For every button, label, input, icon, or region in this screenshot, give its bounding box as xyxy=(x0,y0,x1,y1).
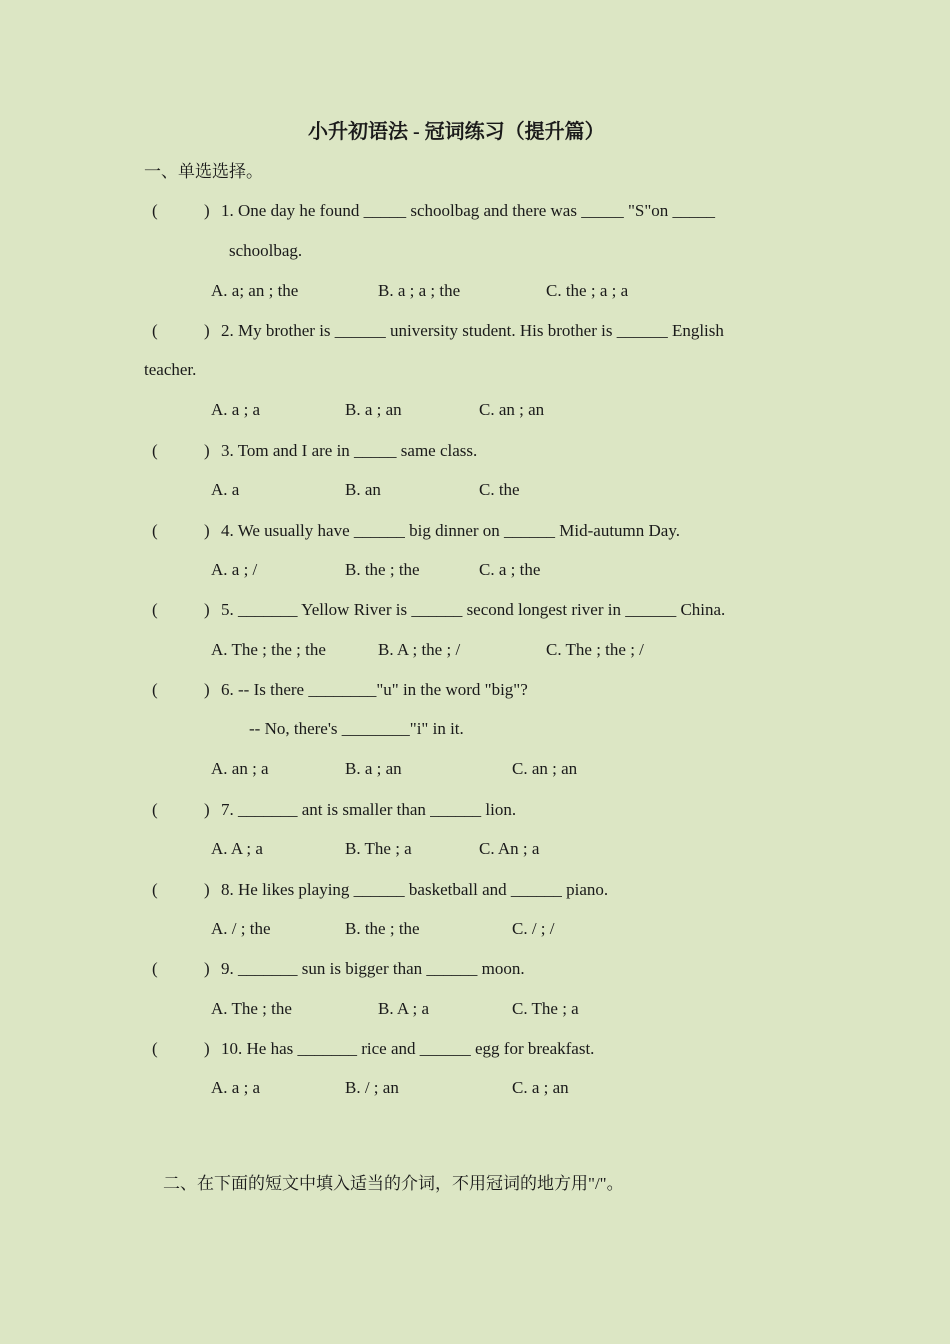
option-a: A. a xyxy=(211,480,240,499)
option-a: A. The ; the xyxy=(211,999,292,1018)
question-text-cont: -- No, there's ________"i" in it. xyxy=(249,719,464,738)
option-b: B. A ; the ; / xyxy=(378,640,461,659)
question-text: 6. -- Is there ________"u" in the word "big"? xyxy=(221,680,528,699)
option-a: A. a ; / xyxy=(211,560,258,579)
question-text: 3. Tom and I are in _____ same class. xyxy=(221,441,478,460)
option-b: B. The ; a xyxy=(345,839,412,858)
answer-paren-open: ( xyxy=(152,441,158,460)
option-b: B. the ; the xyxy=(345,919,420,938)
answer-paren-close: ) xyxy=(204,1039,210,1058)
answer-paren-close: ) xyxy=(204,800,210,819)
answer-paren-open: ( xyxy=(152,201,158,220)
answer-paren-close: ) xyxy=(204,441,210,460)
option-b: B. / ; an xyxy=(345,1078,399,1097)
option-c: C. a ; the xyxy=(479,560,541,579)
option-b: B. a ; an xyxy=(345,759,402,778)
answer-paren-open: ( xyxy=(152,880,158,899)
option-b: B. the ; the xyxy=(345,560,420,579)
option-c: C. The ; a xyxy=(512,999,579,1018)
option-a: A. an ; a xyxy=(211,759,269,778)
option-b: B. a ; a ; the xyxy=(378,281,461,300)
answer-paren-close: ) xyxy=(204,201,210,220)
answer-paren-open: ( xyxy=(152,1039,158,1058)
question-text: 1. One day he found _____ schoolbag and there was _____ "S"on _____ xyxy=(221,201,716,220)
option-a: A. a ; a xyxy=(211,1078,261,1097)
answer-paren-close: ) xyxy=(204,680,210,699)
option-b: B. a ; an xyxy=(345,400,402,419)
option-c: C. an ; an xyxy=(512,759,578,778)
option-c: C. the ; a ; a xyxy=(546,281,629,300)
option-c: C. a ; an xyxy=(512,1078,569,1097)
answer-paren-close: ) xyxy=(204,521,210,540)
answer-paren-close: ) xyxy=(204,600,210,619)
option-b: B. A ; a xyxy=(378,999,430,1018)
answer-paren-close: ) xyxy=(204,321,210,340)
answer-paren-open: ( xyxy=(152,521,158,540)
option-c: C. The ; the ; / xyxy=(546,640,644,659)
answer-paren-open: ( xyxy=(152,321,158,340)
page-title: 小升初语法 - 冠词练习（提升篇） xyxy=(308,121,605,143)
question-text: 2. My brother is ______ university student. His brother is ______ English xyxy=(221,321,724,340)
question-text-cont: teacher. xyxy=(144,360,197,379)
option-c: C. An ; a xyxy=(479,839,540,858)
answer-paren-open: ( xyxy=(152,959,158,978)
section-heading: 二、在下面的短文中填入适当的介词，不用冠词的地方用"/"。 xyxy=(163,1174,624,1193)
question-text: 5. _______ Yellow River is ______ second longest river in ______ China. xyxy=(221,600,726,619)
question-text: 7. _______ ant is smaller than ______ lion. xyxy=(221,800,517,819)
section-heading: 一、单选选择。 xyxy=(144,162,263,181)
question-text: 10. He has _______ rice and ______ egg for breakfast. xyxy=(221,1039,595,1058)
option-c: C. an ; an xyxy=(479,400,545,419)
option-c: C. the xyxy=(479,480,520,499)
answer-paren-close: ) xyxy=(204,959,210,978)
option-b: B. an xyxy=(345,480,381,499)
answer-paren-open: ( xyxy=(152,800,158,819)
option-a: A. a; an ; the xyxy=(211,281,299,300)
option-a: A. a ; a xyxy=(211,400,261,419)
option-c: C. / ; / xyxy=(512,919,555,938)
answer-paren-close: ) xyxy=(204,880,210,899)
question-text: 9. _______ sun is bigger than ______ moon. xyxy=(221,959,525,978)
option-a: A. / ; the xyxy=(211,919,271,938)
answer-paren-open: ( xyxy=(152,600,158,619)
option-a: A. The ; the ; the xyxy=(211,640,326,659)
option-a: A. A ; a xyxy=(211,839,263,858)
question-text: 8. He likes playing ______ basketball and ______ piano. xyxy=(221,880,609,899)
question-text-cont: schoolbag. xyxy=(229,241,303,260)
answer-paren-open: ( xyxy=(152,680,158,699)
question-text: 4. We usually have ______ big dinner on ______ Mid-autumn Day. xyxy=(221,521,680,540)
